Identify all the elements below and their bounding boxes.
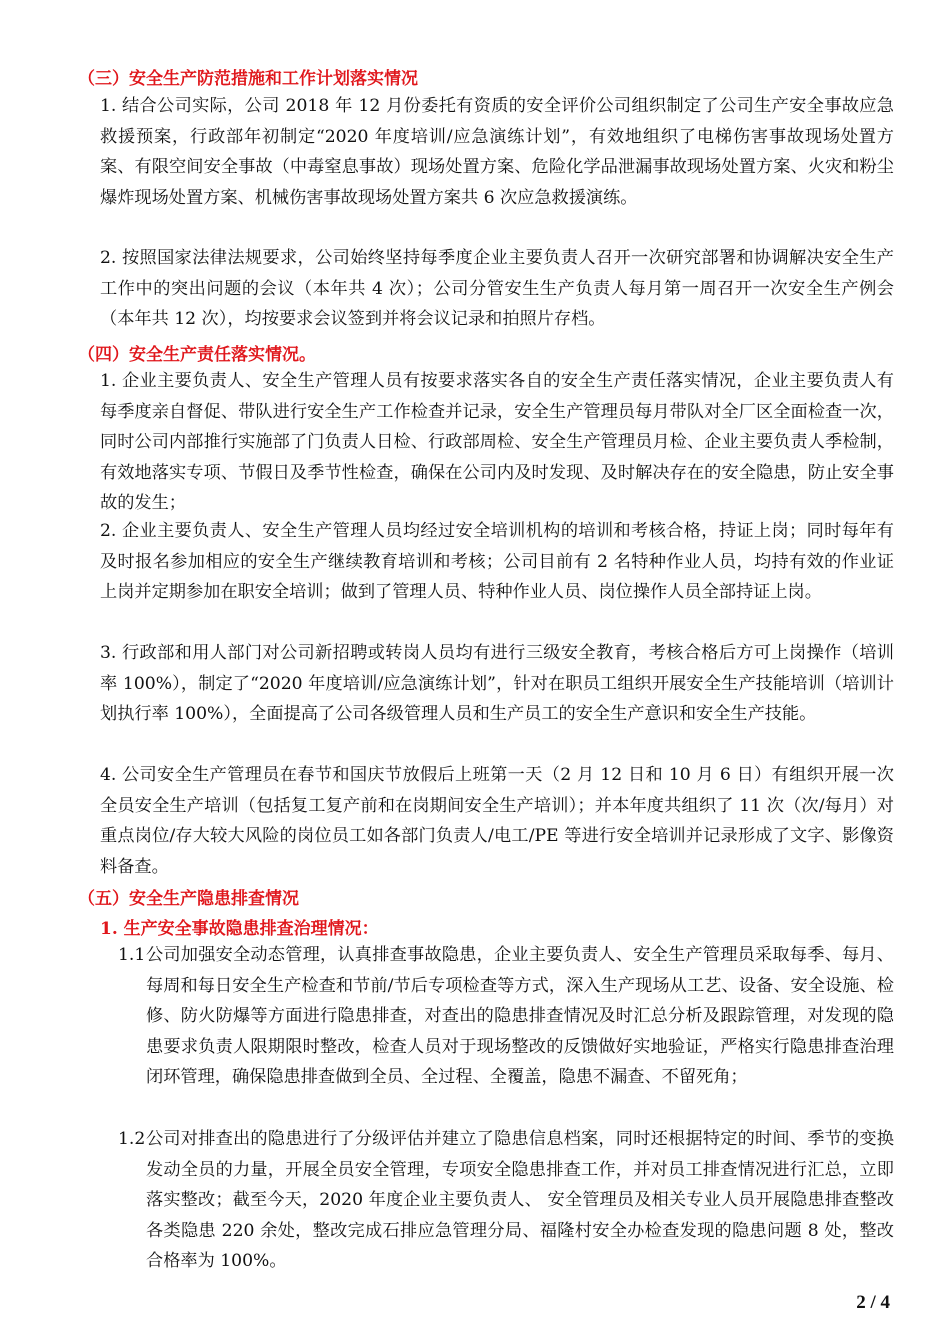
item-text: 按照国家法律法规要求，公司始终坚持每季度企业主要负责人召开一次研究部署和协调解决安全生产工作中的突出问题的会议（本年共 4 次）；公司分管安生生产负责人每月第一周召开一次安全生产例会（本年共 12 次），均按要求会议签到并将会议记录和拍照片存档。: [100, 248, 894, 329]
item-number: 3.: [100, 643, 117, 663]
item-text: 结合公司实际，公司 2018 年 12 月份委托有资质的安全评价公司组织制定了公司生产安全事故应急救援预案，行政部年初制定“2020 年度培训/应急演练计划”，有效地组织了电梯伤害事故现场处置方案、有限空间安全事故（中毒窒息事故）现场处置方案、危险化学品泄漏事故现场处置方案、火灾和粉尘爆炸现场处置方案、机械伤害事故现场处置方案共 6 次应急救援演练。: [100, 96, 894, 208]
list-item: [118, 940, 894, 1093]
section-heading-3: （三）安全生产防范措施和工作计划落实情况: [78, 69, 418, 89]
item-number: 1.: [100, 96, 117, 116]
item-number: 2.: [100, 521, 117, 541]
list-item: [100, 91, 894, 213]
section-heading-4: （四）安全生产责任落实情况。: [78, 345, 316, 365]
list-item: [100, 638, 894, 730]
list-item: [118, 1124, 894, 1277]
section-heading-5: （五）安全生产隐患排查情况: [78, 889, 299, 909]
item-number: 1.1: [118, 945, 146, 965]
item-text: 公司加强安全动态管理，认真排查事故隐患，企业主要负责人、安全生产管理员采取每季、每月、每周和每日安全生产检查和节前/节后专项检查等方式，深入生产现场从工艺、设备、安全设施、检修、防火防爆等方面进行隐患排查，对查出的隐患排查情况及时汇总分析及跟踪管理，对发现的隐患要求负责人限期限时整改，检查人员对于现场整改的反馈做好实地验证，严格实行隐患排查治理闭环管理，确保隐患排查做到全员、全过程、全覆盖，隐患不漏查、不留死角；: [146, 945, 894, 1087]
list-item: [100, 760, 894, 882]
item-text: 公司安全生产管理员在春节和国庆节放假后上班第一天（2 月 12 日和 10 月 6 日）有组织开展一次全员安全生产培训（包括复工复产前和在岗期间安全生产培训）；并本年度共组织了 11 次（次/每月）对重点岗位/存大较大风险的岗位员工如各部门负责人/电工/PE 等进行安全培训并记录形成了文字、影像资料备查。: [100, 765, 894, 877]
item-text: 企业主要负责人、安全生产管理人员均经过安全培训机构的培训和考核合格，持证上岗；同时每年有及时报名参加相应的安全生产继续教育培训和考核；公司目前有 2 名特种作业人员，均持有效的作业证上岗并定期参加在职安全培训；做到了管理人员、特种作业人员、岗位操作人员全部持证上岗。: [100, 521, 894, 602]
subsection-heading: 1. 生产安全事故隐患排查治理情况：: [100, 919, 379, 939]
item-number: 2.: [100, 248, 117, 268]
item-text: 行政部和用人部门对公司新招聘或转岗人员均有进行三级安全教育，考核合格后方可上岗操作（培训率 100%），制定了“2020 年度培训/应急演练计划”，针对在职员工组织开展安全生产技能培训（培训计划执行率 100%），全面提高了公司各级管理人员和生产员工的安全生产意识和安全生产技能。: [100, 643, 894, 724]
list-item: [100, 243, 894, 335]
item-number: 1.2: [118, 1129, 146, 1149]
item-text: 公司对排查出的隐患进行了分级评估并建立了隐患信息档案，同时还根据特定的时间、季节的变换发动全员的力量，开展全员安全管理，专项安全隐患排查工作，并对员工排查情况进行汇总，立即落实整改；截至今天，2020 年度企业主要负责人、 安全管理员及相关专业人员开展隐患排查整改各类隐患 220 余处，整改完成石排应急管理分局、福隆村安全办检查发现的隐患问题 8 处，整改合格率为 100%。: [146, 1129, 894, 1271]
list-item: [100, 366, 894, 519]
list-item: [100, 516, 894, 608]
item-number: 4.: [100, 765, 117, 785]
page-number: 2 / 4: [856, 1292, 890, 1313]
item-number: 1.: [100, 371, 117, 391]
item-text: 企业主要负责人、安全生产管理人员有按要求落实各自的安全生产责任落实情况，企业主要负责人有每季度亲自督促、带队进行安全生产工作检查并记录，安全生产管理员每月带队对全厂区全面检查一次，同时公司内部推行实施部了门负责人日检、行政部周检、安全生产管理员月检、企业主要负责人季检制，有效地落实专项、节假日及季节性检查，确保在公司内及时发现、及时解决存在的安全隐患，防止安全事故的发生；: [100, 371, 894, 513]
